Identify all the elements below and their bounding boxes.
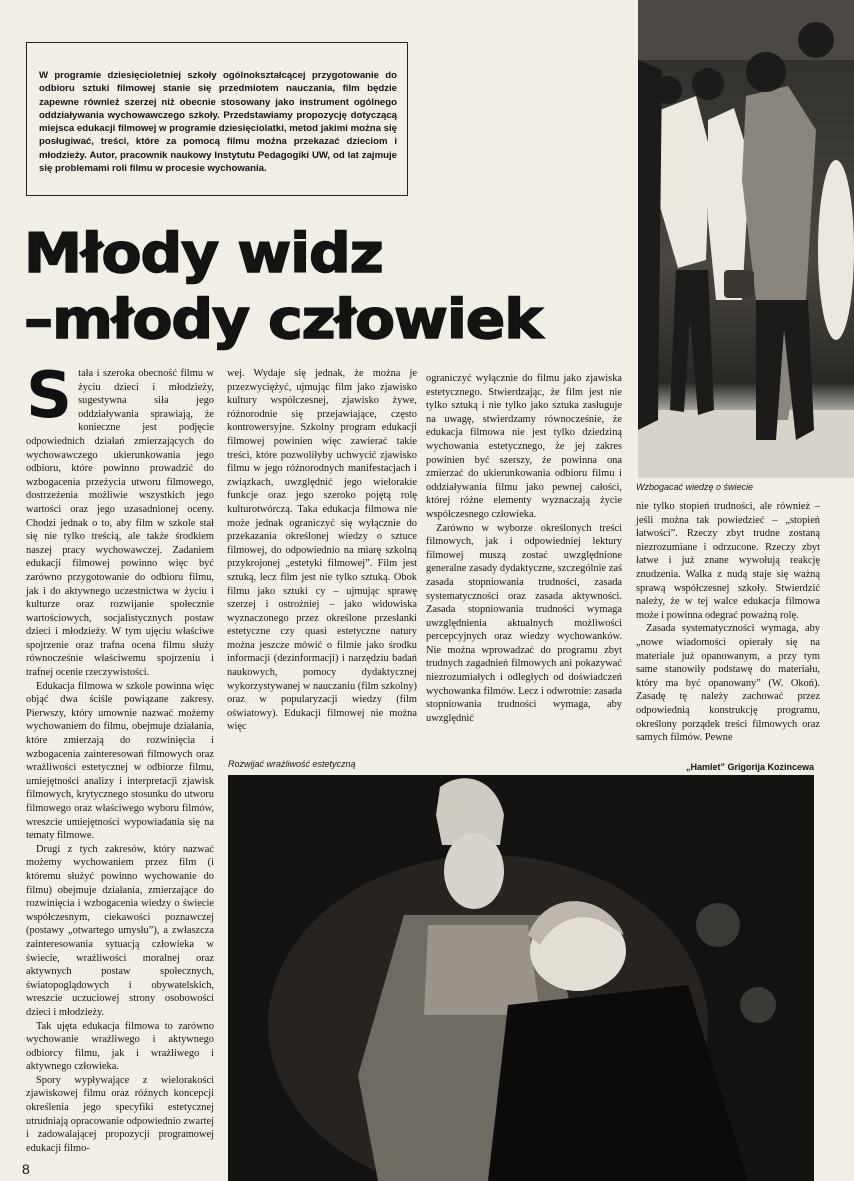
paragraph: Spory wypływające z wielorakości zjawiskowej filmu oraz różnych koncepcji określenia jego specyfiki estetycznej utrudniają opracowanie odpowiednio zwartej i zadowalającej propozycji programowej edukacji filmo- <box>26 1074 214 1154</box>
crowd-photo <box>638 0 854 478</box>
hamlet-film-still <box>228 775 814 1181</box>
paragraph: Edukacja filmowa w szkole powinna więc objąć dwa ściśle powiązane zakresy. Pierwszy, który umownie nazwać możemy wychowaniem do filmu, obejmuje działania, które zmierzają do rozwinięcia i wzbogacenia zainteresowań filmowych oraz wrażliwości estetycznej w odbiorze filmu, umiejętności analizy i interpretacji zjawisk filmowych, krytycznego stosunku do utworu filmowego oraz właściwego wyboru filmów, wreszcie umiejętności wypowiadania się na tematy filmowe. <box>26 680 214 842</box>
page-number: 8 <box>22 1161 30 1177</box>
column-4 <box>636 500 820 745</box>
paragraph: Zasada systematyczności wymaga, aby „nowe wiadomości opierały się na materiale już opanowanym, a przy tym same stanowiły podstawę do materiału, który ma być opanowany” (W. Okoń). Zasadę tę należy zachować przez odpowiednią konstrukcję programu, określony porządek treści filmowych oraz samych filmów. Pewne <box>636 623 820 744</box>
paragraph: Stała i szeroka obecność filmu w życiu dzieci i młodzieży, sugestywna siła jego oddziaływania sprawiają, że konieczne jest podjęcie odpowiednich działań zmierzających do wychowawczego ukierunkowania jego odbioru, które powinno prowadzić do wzbogacenia przeżycia utworu filmowego, dostrzeżenia możliwie wszystkich jego wartości oraz jego uzasadnionej oceny. Chodzi jednak o to, aby film w szkole stał się nie tylko treścią, ale także środkiem naszej pracy wychowawczej. Zadaniem edukacji filmowej powinno więc być zarówno przygotowanie do odbioru filmu, jak i do aktywnego uczestnictwa w życiu i kulturze oraz rozwijanie społecznie wartościowych, socjalistycznych postaw dzieci i młodzieży. W tym ujęciu właściwe spojrzenie oraz trafna ocena filmu służy równocześnie właściwemu spojrzeniu i trafnej ocenie rzeczywistości. <box>26 359 214 679</box>
column-1 <box>26 359 214 1155</box>
intro-text: W programie dziesięcioletniej szkoły ogólnokształcącej przygotowanie do odbioru sztuki filmowej stanie się przedmiotem nauczania, film będzie zapewne również szerzej niż obecnie stosowany jako instrument ogólnego oddziaływania wychowawczego szkoły. Przedstawiamy propozycję dotyczącą miejsca edukacji filmowej w programie dziesięciolatki, metod jakimi można się posługiwać, treści, które za pomocą filmu można przekazać dzieciom i młodzieży. Autor, pracownik naukowy Instytutu Pedagogiki UW, od lat zajmuje się problemami roli filmu w procesie wychowania. <box>39 70 397 175</box>
caption-top-photo: Wzbogacać wiedzę o świecie <box>636 482 754 492</box>
drop-cap: S <box>26 359 73 433</box>
column-3 <box>426 372 622 725</box>
caption-bottom-photo: Rozwijać wrażliwość estetyczną <box>228 759 356 769</box>
paragraph: Zarówno w wyborze określonych treści filmowych, jak i odpowiedniej lektury filmowej muszą zostać uwzględnione generalne zasady dydaktyczne, szczególnie zaś zasada stopniowania trudności, zasada systematyczności oraz zasada aktywności. Zasada stopniowania trudności wymaga uwzględnienia aktualnych możliwości percepcyjnych oraz wiedzy wychowanków. Nie można wprowadzać do programu zbyt trudnych zagadnień filmowych ani pokazywać niezrozumiałych i odległych od doświadczeń wychowanka filmów. Lecz i odwrotnie: zasada stopniowania trudności wymaga, aby uwzględnić <box>426 522 622 724</box>
headline-line-1: Młody widz <box>24 222 383 285</box>
paragraph: nie tylko stopień trudności, ale również – jeśli można tak powiedzieć – „stopień łatwości”. Rzeczy zbyt trudne zostaną niezrozumiane i odrzucone. Rzeczy zbyt łatwe i już znane wywołują reakcję znudzenia. Walka z nudą staje się ważną sprawą współczesnej szkoły. Stwierdzić należy, że w tej walce edukacja filmowa może i powinna odegrać poważną rolę. <box>636 501 820 621</box>
paragraph: Drugi z tych zakresów, który nazwać możemy wychowaniem przez film (i któremu służyć powinno wychowanie do filmu) obejmuje działania, zmierzające do rozwinięcia i wzbogacenia wiedzy o świecie współczesnym, ciekawości poznawczej (postawy „otwartego umysłu”), a zwłaszcza zainteresowania sytuacją człowieka w świecie, wrażliwości moralnej oraz aktywnych postaw społecznych, światopoglądowych i obywatelskich, wreszcie uczuciowej strony osobowości dzieci i młodzieży. <box>26 843 214 1018</box>
paragraph: wej. Wydaje się jednak, że można je przezwyciężyć, ujmując film jako zjawisko kultury współczesnej, zjawisko żywe, różnorodnie się przejawiające, często kontrowersyjne. Szkolny program edukacji filmowej powinien więc zawierać takie treści, które pozwoliłyby uchwycić zjawisko filmu w jego różnorodnych manifestacjach i związkach, uwzględnić jego wielorakie funkcje oraz jego szeroko pojętą rolę kulturotwórczą. Taka edukacja filmowa nie może jednak ograniczyć się wyłącznie do przekazania określonej wiedzy o sztuce filmowej, do odpowiednio na miarę szkolną przykrojonej „estetyki filmowej”. Film jest sztuką, lecz film jest nie tylko sztuką. Obok filmu jako sztuki cy – ujmując sprawę szerzej i ostrożniej – jako widowiska wyznaczonego przez określone przesłanki estetyczne czy quasi estetyczne natury można jeszcze mówić o filmie jako środku informacji (dezinformacji) i narzędziu badań naukowych, pomocy dydaktycznej wykorzystywanej w nauczaniu (film szkolny) oraz w popularyzacji wiedzy (film oświatowy). Edukacji filmowej nie można więc <box>227 368 417 733</box>
film-credit: „Hamlet” Grigorija Kozincewa <box>686 762 815 772</box>
intro-box <box>26 42 408 196</box>
column-2 <box>227 367 417 734</box>
headline-line-2: –młody człowiek <box>24 288 542 351</box>
paragraph: ograniczyć wyłącznie do filmu jako zjawiska estetycznego. Stwierdzając, że film jest nie tylko sztuką i nie tylko jako sztuka zasługuje na uwagę, stwierdzamy równocześnie, że edukacja filmowa nie jest tylko dziedziną wychowania estetycznego, że jej zakres powinien być szerszy, że powinna ona zmierzać do ukierunkowania odbioru filmu i oddziaływania filmu jako pewnej całości, której różne elementy wyznaczają życie współczesnego człowieka. <box>426 373 622 520</box>
paragraph: Tak ujęta edukacja filmowa to zarówno wychowanie wrażliwego i aktywnego odbiorcy filmu, jak i wrażliwego i aktywnego człowieka. <box>26 1020 214 1073</box>
